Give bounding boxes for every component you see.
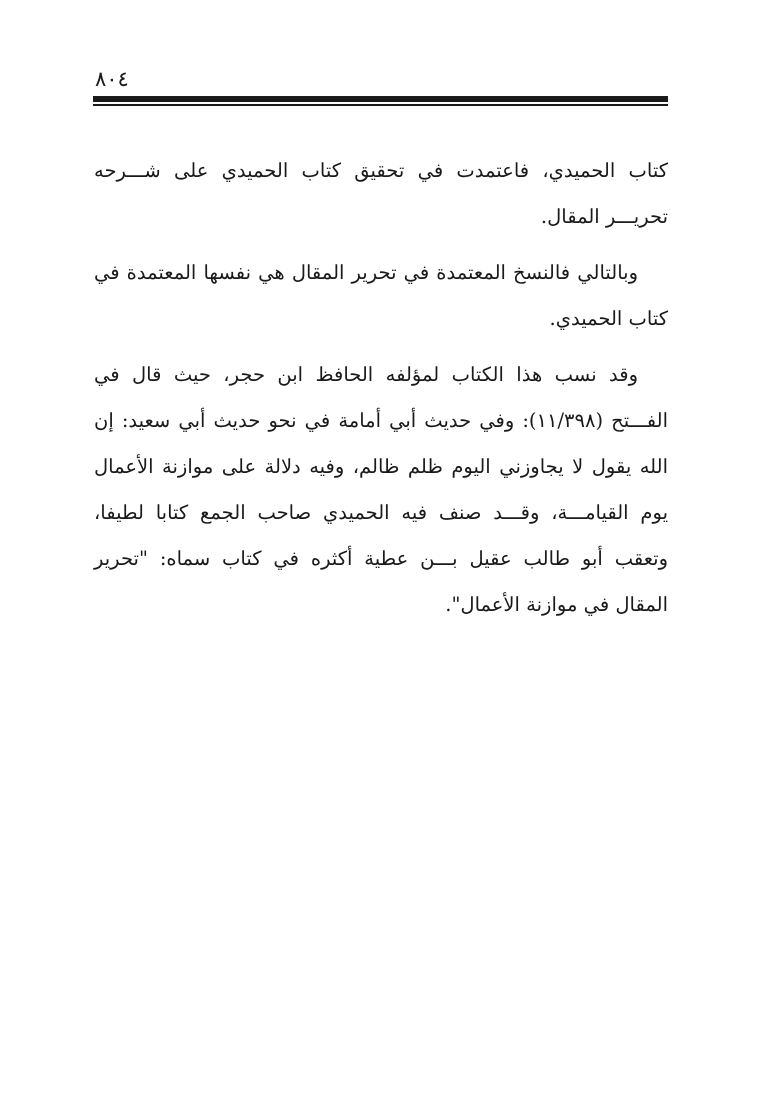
paragraph-3: وقد نسب هذا الكتاب لمؤلفه الحافظ ابن حجر، حيث قال في الفـــتح (١١/٣٩٨): وفي حديث أبي أمامة في نحو حديث أبي سعيد: إن الله يقول لا يجاوزني اليوم ظلم ظالم، وفيه دلالة على موازنة الأعمال يوم القيامـــة، وقـــد صنف فيه الحميدي صاحب الجمع كتابا لطيفا، وتعقب أبو طالب عقيل بـــن عطية أكثره في كتاب سماه: "تحرير المقال في موازنة الأعمال". (94, 363, 668, 616)
body-text (94, 148, 668, 638)
page-number: ٨٠٤ (95, 67, 129, 91)
header-rule-thick (93, 96, 668, 102)
paragraph-1: كتاب الحميدي، فاعتمدت في تحقيق كتاب الحميدي على شـــرحه تحريـــر المقال. (94, 159, 668, 228)
header-rule-thin (93, 104, 668, 106)
paragraph-2: وبالتالي فالنسخ المعتمدة في تحرير المقال هي نفسها المعتمدة في كتاب الحميدي. (94, 261, 668, 330)
